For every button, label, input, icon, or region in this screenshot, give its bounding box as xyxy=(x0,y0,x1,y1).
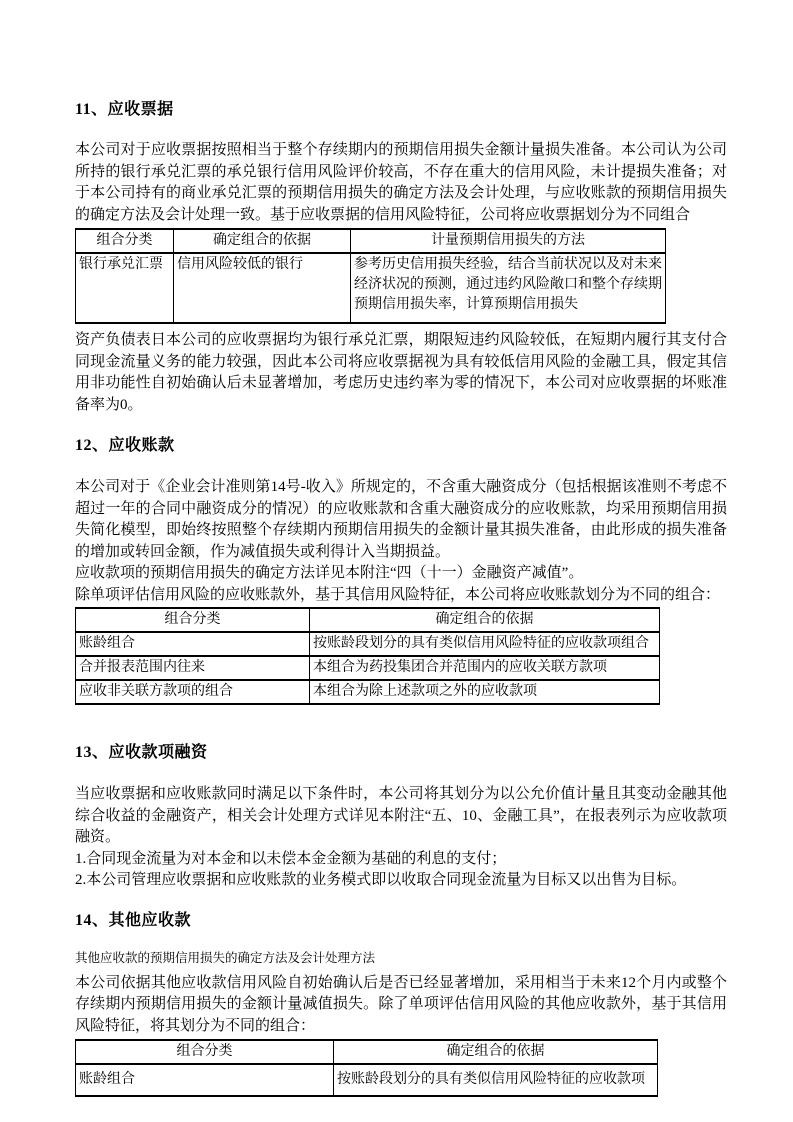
notes-receivable-portfolio-table xyxy=(75,228,666,324)
section-other-receivables xyxy=(75,911,727,1098)
section-13-paragraph-1: 当应收票据和应收账款同时满足以下条件时，本公司将其划分为以公允价值计量且其变动金融其他综合收益的金融资产，相关会计处理方式详见本附注“五、10、金融工具”，在报表列示为应收款项融资。 xyxy=(75,786,727,845)
header-cell-portfolio-basis: 确定组合的依据 xyxy=(310,608,660,632)
section-12-heading: 12、应收账款 xyxy=(75,437,175,454)
section-11-paragraph-1: 本公司对于应收票据按照相当于整个存续期内的预期信用损失金额计量损失准备。本公司认为公司所持的银行承兑汇票的承兑银行信用风险评价较高，不存在重大的信用风险，未计提损失准备；对于本公司持有的商业承兑汇票的预期信用损失的确定方法及会计处理，与应收账款的预期信用损失的确定方法及会计处理一致。基于应收票据的信用风险特征，公司将应收票据划分为不同组合 xyxy=(75,142,727,223)
other-receivables-portfolio-table xyxy=(75,1039,658,1097)
cell-portfolio-basis: 本组合为药投集团合并范围内的应收关联方款项 xyxy=(310,656,660,680)
section-14-heading: 14、其他应收款 xyxy=(75,911,192,929)
table-header-row xyxy=(76,1040,658,1064)
header-cell-portfolio-basis: 确定组合的依据 xyxy=(174,229,351,253)
section-notes-receivable xyxy=(75,100,727,416)
header-cell-portfolio-class: 组合分类 xyxy=(76,608,310,632)
cell-bank-acceptance: 银行承兑汇票 xyxy=(76,253,174,323)
cell-portfolio-basis: 按账龄段划分的具有类似信用风险特征的应收款项组合 xyxy=(310,632,660,656)
cell-portfolio-name: 账龄组合 xyxy=(76,1064,334,1096)
section-11-paragraph-2: 资产负债表日本公司的应收票据均为银行承兑汇票，期限短违约风险较低，在短期内履行其支付合同现金流量义务的能力较强，因此本公司将应收票据视为具有较低信用风险的金融工具，假定其信用非功能性自初始确认后未显著增加，考虑历史违约率为零的情况下，本公司对应收票据的坏账准备率为0。 xyxy=(75,332,727,413)
header-cell-portfolio-class: 组合分类 xyxy=(76,1040,334,1064)
section-13-heading: 13、应收款项融资 xyxy=(75,744,208,761)
section-12-paragraph-3: 除单项评估信用风险的应收账款外，基于其信用风险特征，本公司将应收账款划分为不同的组合： xyxy=(75,586,721,603)
cell-low-risk-bank: 信用风险较低的银行 xyxy=(174,253,351,323)
table-header-row xyxy=(76,229,666,253)
table-row xyxy=(76,680,660,704)
section-14-subheading: 其他应收款的预期信用损失的确定方法及会计处理方法 xyxy=(75,950,376,965)
section-11-heading: 11、应收票据 xyxy=(75,101,174,118)
section-12-paragraph-2: 应收款项的预期信用损失的确定方法详见本附注“四（十一）金融资产减值”。 xyxy=(75,565,584,581)
table-header-row xyxy=(76,608,660,632)
cell-portfolio-name: 应收非关联方款项的组合 xyxy=(76,680,310,704)
cell-portfolio-name: 账龄组合 xyxy=(76,632,310,656)
header-cell-portfolio-basis: 确定组合的依据 xyxy=(334,1040,658,1064)
section-14-paragraph-1: 本公司依据其他应收款信用风险自初始确认后是否已经显著增加，采用相当于未来12个月内或整个存续期内预期信用损失的金额计量减值损失。除了单项评估信用风险的其他应收款外，基于其信用风险特征，将其划分为不同的组合： xyxy=(75,974,727,1034)
section-13-condition-1: 1.合同现金流量为对本金和以未偿本金金额为基础的利息的支付； xyxy=(75,850,507,867)
cell-portfolio-basis: 按账龄段划分的具有类似信用风险特征的应收款项 xyxy=(334,1064,658,1096)
cell-portfolio-basis: 本组合为除上述款项之外的应收款项 xyxy=(310,680,660,704)
section-receivables-financing xyxy=(75,743,727,892)
header-cell-ecl-method: 计量预期信用损失的方法 xyxy=(351,229,666,253)
accounts-receivable-portfolio-table xyxy=(75,607,660,705)
cell-portfolio-name: 合并报表范围内往来 xyxy=(76,656,310,680)
table-row xyxy=(76,632,660,656)
section-accounts-receivable xyxy=(75,436,727,705)
table-row xyxy=(76,1064,658,1096)
table-row xyxy=(76,656,660,680)
section-13-condition-2: 2.本公司管理应收票据和应收账款的业务模式即以收取合同现金流量为目标又以出售为目标。 xyxy=(75,872,687,888)
header-cell-portfolio-class: 组合分类 xyxy=(76,229,174,253)
cell-ecl-method: 参考历史信用损失经验，结合当前状况以及对未来经济状况的预测，通过违约风险敞口和整个存续期预期信用损失率，计算预期信用损失 xyxy=(351,253,666,323)
section-12-paragraph-1: 本公司对于《企业会计准则第14号-收入》所规定的，不含重大融资成分（包括根据该准则不考虑不超过一年的合同中融资成分的情况）的应收账款和含重大融资成分的应收账款，均采用预期信用损失简化模型，即始终按照整个存续期内预期信用损失的金额计量其损失准备，由此形成的损失准备的增加或转回金额，作为减值损失或利得计入当期损益。 xyxy=(75,479,727,560)
table-row xyxy=(76,253,666,323)
